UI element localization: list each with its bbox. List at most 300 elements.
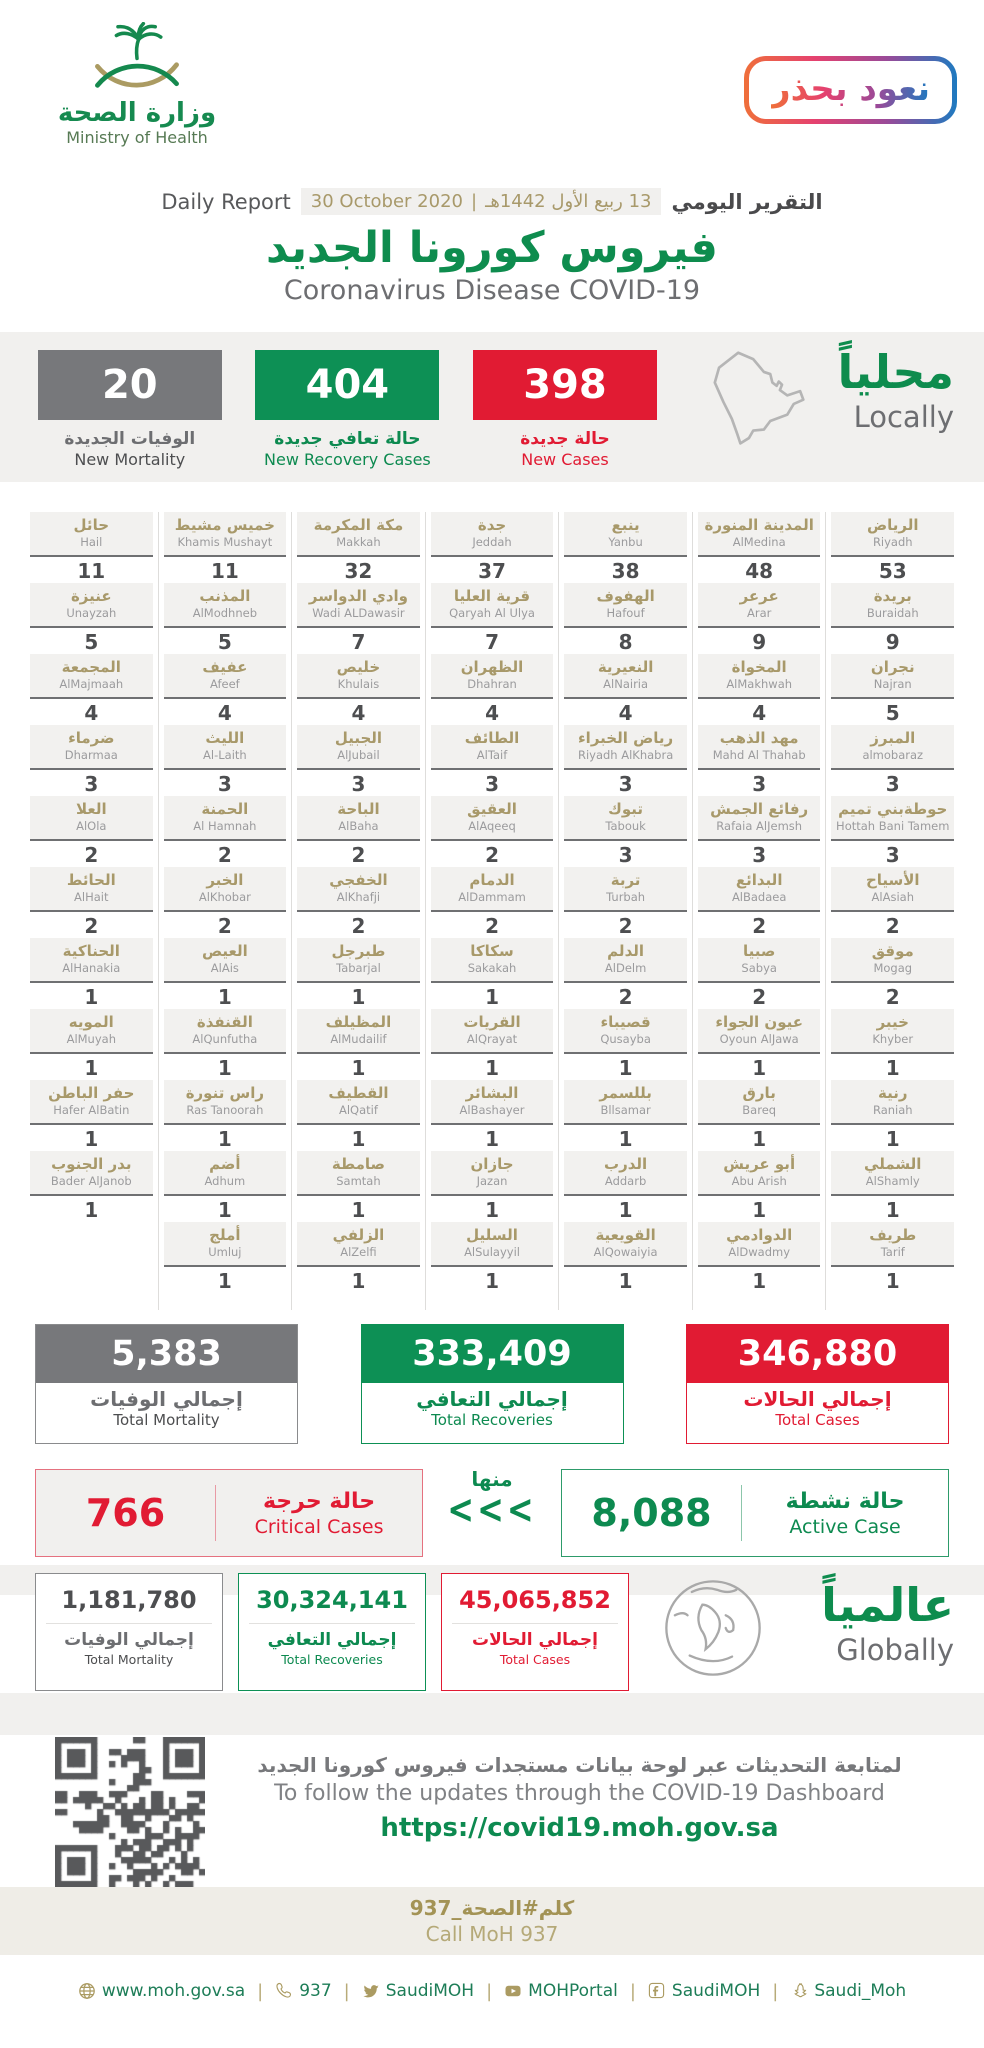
- critical-label-ar: حالة حرجة: [262, 1488, 376, 1514]
- region-column-1: [25, 512, 158, 1310]
- phone-link[interactable]: [275, 1981, 331, 2001]
- city-header: [564, 867, 687, 912]
- city-new-cases: 1: [351, 1127, 366, 1151]
- city-name-en: Bareq: [742, 1103, 777, 1117]
- report-date: [301, 188, 662, 215]
- locally-label: [838, 332, 954, 434]
- city-name-ar: نجران: [870, 658, 915, 676]
- city-name-ar: أبو عريش: [723, 1155, 796, 1173]
- city-name-ar: قرية العليا: [453, 587, 531, 605]
- globally-label: [783, 1573, 954, 1667]
- city-header: [564, 583, 687, 628]
- global-cases-box: [441, 1573, 629, 1691]
- city-name-en: Wadi ALDawasir: [312, 606, 405, 620]
- city-name-ar: حفر الباطن: [48, 1084, 135, 1102]
- city-name-en: Turbah: [606, 890, 646, 904]
- city-new-cases: 2: [485, 914, 499, 938]
- region-column-3: [291, 512, 425, 1310]
- city-name-en: Oyoun AlJawa: [719, 1032, 799, 1046]
- city-name-ar: المويه: [68, 1013, 114, 1031]
- city-header: [30, 1151, 153, 1196]
- city-name-en: AlTaif: [476, 748, 508, 762]
- city-new-cases: 2: [885, 914, 900, 938]
- city-new-cases: 1: [351, 1198, 366, 1222]
- city-new-cases: 3: [485, 772, 499, 796]
- city-name-en: Ras Tanoorah: [186, 1103, 264, 1117]
- city-name-en: AlSulayyil: [464, 1245, 520, 1259]
- city-cell: [164, 796, 287, 866]
- new-mortality-value: 20: [38, 350, 222, 420]
- city-name-ar: المجمعة: [61, 658, 121, 676]
- city-name-ar: مكة المكرمة: [313, 516, 404, 534]
- city-new-cases: 53: [878, 559, 907, 583]
- new-mortality-label-ar: الوفيات الجديدة: [64, 429, 196, 449]
- dashboard-text: [205, 1737, 954, 1887]
- city-name-en: AlKhobar: [198, 890, 251, 904]
- of-which-indicator: [423, 1467, 561, 1533]
- city-name-en: Rafaia AlJemsh: [716, 819, 803, 833]
- of-which-label-ar: منها: [471, 1467, 513, 1491]
- city-header: [698, 725, 821, 770]
- city-cell: [831, 1080, 954, 1150]
- city-cell: [30, 1009, 153, 1079]
- city-cell: [698, 583, 821, 653]
- city-name-en: Najran: [873, 677, 912, 691]
- city-name-ar: الباحة: [337, 800, 380, 818]
- new-recoveries-label-ar: حالة تعافي جديدة: [274, 429, 421, 449]
- city-name-ar: أملج: [209, 1226, 241, 1244]
- city-name-en: AlQowaiyia: [593, 1245, 658, 1259]
- city-cell: [564, 512, 687, 582]
- city-cell: [164, 583, 287, 653]
- city-header: [30, 938, 153, 983]
- page-title-en: Coronavirus Disease COVID-19: [283, 275, 701, 306]
- city-name-ar: القنفذة: [196, 1013, 253, 1031]
- city-header: [431, 512, 554, 557]
- city-new-cases: 3: [217, 772, 232, 796]
- youtube-icon: [504, 1982, 522, 2000]
- city-new-cases: 4: [217, 701, 232, 725]
- city-name-en: Raniah: [872, 1103, 913, 1117]
- city-cell: [30, 867, 153, 937]
- new-cases-label-en: New Cases: [521, 450, 609, 469]
- city-header: [30, 512, 153, 557]
- separator: |: [257, 1981, 264, 2002]
- chevrons-left-icon: <<<: [447, 1485, 537, 1533]
- city-name-ar: وادي الدواسر: [308, 587, 408, 605]
- city-new-cases: 1: [84, 1127, 99, 1151]
- city-cell: [30, 512, 153, 582]
- city-name-en: Hafouf: [606, 606, 645, 620]
- city-cell: [564, 654, 687, 724]
- critical-cases-value: 766: [85, 1491, 166, 1535]
- city-new-cases: 1: [485, 985, 499, 1009]
- date-row: [0, 188, 984, 215]
- city-name-ar: خميس مشيط: [174, 516, 275, 534]
- city-new-cases: 48: [745, 559, 774, 583]
- city-new-cases: 3: [752, 772, 767, 796]
- city-name-en: AlQunfutha: [192, 1032, 258, 1046]
- city-new-cases: 2: [618, 914, 633, 938]
- city-new-cases: 4: [618, 701, 633, 725]
- city-name-en: Khamis Mushayt: [177, 535, 273, 549]
- city-cell: [30, 1080, 153, 1150]
- city-new-cases: 3: [885, 843, 900, 867]
- city-name-en: Unayzah: [66, 606, 117, 620]
- saudi-map-icon: [702, 346, 832, 464]
- city-cell: [297, 512, 420, 582]
- city-name-ar: أضم: [209, 1155, 241, 1173]
- city-name-en: Dhahran: [467, 677, 517, 691]
- city-new-cases: 3: [351, 772, 366, 796]
- city-new-cases: 1: [885, 1198, 900, 1222]
- city-new-cases: 1: [217, 985, 232, 1009]
- city-name-ar: رنية: [878, 1084, 908, 1102]
- city-cell: [831, 938, 954, 1008]
- city-name-en: Abu Arish: [731, 1174, 787, 1188]
- globe-icon: [660, 1573, 768, 1681]
- region-column-7: [825, 512, 959, 1310]
- city-new-cases: 1: [752, 1269, 767, 1293]
- city-new-cases: 3: [84, 772, 99, 796]
- city-name-ar: خليص: [336, 658, 381, 676]
- city-header: [297, 654, 420, 699]
- city-header: [30, 796, 153, 841]
- city-new-cases: 1: [217, 1198, 232, 1222]
- city-cell: [164, 1151, 287, 1221]
- social-links-row: [0, 1955, 984, 2047]
- phone-icon: [275, 1982, 293, 2000]
- city-new-cases: 5: [885, 701, 900, 725]
- city-new-cases: 37: [478, 559, 506, 583]
- facebook-icon: [648, 1982, 666, 2000]
- global-recoveries-label-ar: إجمالي التعافي: [267, 1630, 397, 1650]
- city-header: [831, 938, 954, 983]
- page-title-ar: فيروس كورونا الجديد: [266, 223, 718, 273]
- city-new-cases: 1: [351, 985, 366, 1009]
- city-header: [698, 512, 821, 557]
- city-name-en: AlBashayer: [459, 1103, 525, 1117]
- city-cell: [431, 1151, 554, 1221]
- city-name-en: Makkah: [336, 535, 381, 549]
- dashboard-text-en: To follow the updates through the COVID-19 Dashboard: [274, 1781, 885, 1806]
- city-header: [564, 512, 687, 557]
- city-header: [164, 583, 287, 628]
- global-mortality-value: 1,181,780: [46, 1578, 212, 1624]
- header: [0, 0, 984, 332]
- city-header: [831, 725, 954, 770]
- city-new-cases: 1: [618, 1269, 633, 1293]
- city-new-cases: 32: [344, 559, 373, 583]
- city-header: [164, 1222, 287, 1267]
- city-cell: [30, 725, 153, 795]
- city-name-ar: طريف: [869, 1226, 917, 1244]
- city-name-en: Khyber: [872, 1032, 914, 1046]
- total-cases-label-ar: إجمالي الحالات: [743, 1387, 892, 1411]
- city-name-ar: صبيا: [742, 942, 776, 960]
- new-cases-label-ar: حالة جديدة: [520, 429, 610, 449]
- city-new-cases: 38: [611, 559, 640, 583]
- active-labels: [742, 1488, 948, 1539]
- city-header: [164, 1009, 287, 1054]
- city-name-ar: عرعر: [739, 587, 779, 605]
- city-name-en: AlAsiah: [871, 890, 914, 904]
- separator: |: [343, 1981, 350, 2002]
- city-name-en: Hottah Bani Tamem: [836, 819, 950, 833]
- city-cell: [431, 654, 554, 724]
- city-cell: [164, 867, 287, 937]
- dashboard-url[interactable]: https://covid19.moh.gov.sa: [380, 1813, 779, 1843]
- city-new-cases: 1: [217, 1269, 232, 1293]
- city-header: [30, 654, 153, 699]
- city-name-en: Tabouk: [605, 819, 646, 833]
- city-name-ar: الخبر: [206, 871, 244, 889]
- city-cell: [164, 654, 287, 724]
- city-name-ar: بللسمر: [599, 1084, 652, 1102]
- city-header: [164, 654, 287, 699]
- city-name-en: Dharmaa: [64, 748, 118, 762]
- global-mortality-box: [35, 1573, 223, 1691]
- moh-logo: [32, 22, 242, 148]
- city-name-en: AlDwadmy: [728, 1245, 791, 1259]
- city-cell: [698, 1222, 821, 1292]
- city-name-ar: ضرماء: [68, 729, 115, 747]
- snapchat-link[interactable]: [790, 1981, 906, 2001]
- city-name-en: AlBaha: [338, 819, 379, 833]
- new-cases-stat: [470, 332, 660, 470]
- city-name-en: Samtah: [336, 1174, 381, 1188]
- city-name-en: Sabya: [741, 961, 777, 975]
- city-cell: [30, 938, 153, 1008]
- city-cell: [831, 725, 954, 795]
- date-hijri: 13 ربيع الأول 1442هـ: [485, 191, 652, 212]
- city-cell: [564, 796, 687, 866]
- city-new-cases: 2: [752, 914, 767, 938]
- critical-labels: [216, 1488, 422, 1539]
- website-link[interactable]: [78, 1981, 245, 2001]
- city-name-ar: راس تنورة: [185, 1084, 265, 1102]
- city-name-ar: الهفوف: [596, 587, 655, 605]
- global-recoveries-label-en: Total Recoveries: [281, 1652, 383, 1667]
- city-new-cases: 2: [84, 914, 99, 938]
- city-header: [698, 654, 821, 699]
- city-header: [164, 796, 287, 841]
- city-header: [164, 867, 287, 912]
- new-recoveries-stat: [253, 332, 443, 470]
- city-new-cases: 2: [217, 843, 232, 867]
- snapchat-label: Saudi_Moh: [814, 1981, 907, 2001]
- city-cell: [30, 583, 153, 653]
- city-name-en: AlZelfi: [340, 1245, 377, 1259]
- city-header: [564, 1009, 687, 1054]
- city-name-ar: موقق: [871, 942, 914, 960]
- city-name-en: Buraidah: [866, 606, 919, 620]
- city-name-en: AlKhafji: [336, 890, 381, 904]
- city-name-ar: الدرب: [604, 1155, 648, 1173]
- date-gregorian: 30 October 2020: [310, 191, 463, 212]
- global-mortality-label-en: Total Mortality: [84, 1652, 174, 1667]
- city-header: [164, 1151, 287, 1196]
- city-header: [30, 583, 153, 628]
- locally-label-ar: محلياً: [837, 345, 954, 399]
- city-cell: [164, 512, 287, 582]
- city-name-en: AlMedina: [732, 535, 786, 549]
- city-name-ar: النعيرية: [597, 658, 654, 676]
- city-name-en: AlQatif: [338, 1103, 378, 1117]
- website-label: www.moh.gov.sa: [101, 1981, 246, 2001]
- city-name-en: AlMudailif: [330, 1032, 387, 1046]
- total-mortality-label-en: Total Mortality: [113, 1411, 220, 1429]
- city-cell: [564, 583, 687, 653]
- city-new-cases: 1: [618, 1056, 633, 1080]
- city-name-en: Mogag: [873, 961, 913, 975]
- city-name-ar: طبرجل: [331, 942, 386, 960]
- daily-report-label-en: Daily Report: [161, 189, 291, 214]
- city-name-ar: صامطة: [331, 1155, 385, 1173]
- city-header: [297, 725, 420, 770]
- city-name-ar: المذنب: [199, 587, 251, 605]
- city-cell: [297, 583, 420, 653]
- total-cases-label-en: Total Cases: [775, 1411, 860, 1429]
- qr-code[interactable]: [55, 1737, 205, 1887]
- city-cell: [164, 1222, 287, 1292]
- city-name-ar: الليث: [205, 729, 245, 747]
- city-name-en: AlNairia: [603, 677, 649, 691]
- city-header: [564, 1222, 687, 1267]
- city-cell: [431, 725, 554, 795]
- city-name-ar: تربة: [610, 871, 641, 889]
- city-cell: [30, 796, 153, 866]
- city-new-cases: 1: [217, 1127, 232, 1151]
- city-name-en: almobaraz: [862, 748, 924, 762]
- city-new-cases: 2: [84, 843, 99, 867]
- city-new-cases: 1: [485, 1056, 499, 1080]
- city-header: [698, 867, 821, 912]
- city-header: [831, 1222, 954, 1267]
- city-header: [164, 1080, 287, 1125]
- city-cell: [564, 867, 687, 937]
- city-cell: [164, 1009, 287, 1079]
- city-new-cases: 3: [885, 772, 900, 796]
- city-name-ar: الأسياح: [865, 871, 920, 889]
- total-cases-value: 346,880: [687, 1325, 948, 1383]
- city-name-ar: جازان: [470, 1155, 514, 1173]
- city-name-ar: الرياض: [866, 516, 919, 534]
- header-titles: [0, 188, 984, 306]
- new-recoveries-label-en: New Recovery Cases: [264, 450, 431, 469]
- city-name-ar: رياض الخبراء: [578, 729, 674, 747]
- city-name-en: AlDammam: [458, 890, 526, 904]
- city-name-en: Khulais: [337, 677, 380, 691]
- city-new-cases: 1: [885, 1127, 900, 1151]
- facebook-link[interactable]: [648, 1981, 760, 2001]
- dashboard-section: [0, 1735, 984, 1887]
- city-new-cases: 1: [84, 985, 99, 1009]
- twitter-link[interactable]: [362, 1981, 474, 2001]
- city-cell: [30, 1151, 153, 1221]
- city-header: [297, 938, 420, 983]
- city-header: [698, 938, 821, 983]
- city-name-ar: الزلفي: [332, 1226, 385, 1244]
- city-name-en: Afeef: [210, 677, 240, 691]
- city-cell: [297, 1080, 420, 1150]
- city-name-ar: عنيزة: [70, 587, 112, 605]
- city-name-en: AlBadaea: [731, 890, 787, 904]
- city-header: [831, 583, 954, 628]
- city-header: [164, 938, 287, 983]
- regions-table: [0, 482, 984, 1310]
- city-cell: [297, 1151, 420, 1221]
- city-new-cases: 1: [885, 1269, 900, 1293]
- total-recoveries-box: [361, 1324, 624, 1444]
- city-header: [431, 583, 554, 628]
- city-header: [698, 1009, 821, 1054]
- city-cell: [297, 1222, 420, 1292]
- phone-label: 937: [299, 1981, 332, 2001]
- city-cell: [297, 867, 420, 937]
- total-mortality-value: 5,383: [36, 1325, 297, 1383]
- city-cell: [564, 1080, 687, 1150]
- city-name-en: AlHait: [74, 890, 109, 904]
- city-name-ar: تبوك: [608, 800, 644, 818]
- locally-section: [0, 332, 984, 482]
- city-name-en: Al-Laith: [203, 748, 247, 762]
- city-name-ar: بدر الجنوب: [51, 1155, 132, 1173]
- city-name-ar: سكاكا: [470, 942, 514, 960]
- city-name-ar: الحائط: [66, 871, 116, 889]
- city-new-cases: 7: [351, 630, 366, 654]
- total-recoveries-value: 333,409: [362, 1325, 623, 1383]
- city-header: [564, 796, 687, 841]
- youtube-link[interactable]: [504, 1981, 618, 2001]
- city-header: [297, 796, 420, 841]
- city-new-cases: 11: [210, 559, 239, 583]
- city-new-cases: 2: [752, 985, 767, 1009]
- city-header: [30, 1009, 153, 1054]
- city-name-en: AlHanakia: [62, 961, 121, 975]
- city-name-ar: الشملي: [864, 1155, 922, 1173]
- city-name-ar: العيص: [201, 942, 248, 960]
- city-cell: [564, 938, 687, 1008]
- badge-inner: [749, 61, 952, 119]
- city-cell: [164, 725, 287, 795]
- city-name-ar: الخفجي: [329, 871, 388, 889]
- city-name-ar: حوطةبني تميم: [838, 800, 948, 818]
- city-header: [564, 654, 687, 699]
- city-new-cases: 1: [485, 1269, 499, 1293]
- critical-active-section: [0, 1465, 984, 1565]
- city-cell: [698, 654, 821, 724]
- city-header: [831, 654, 954, 699]
- city-cell: [831, 654, 954, 724]
- city-header: [831, 1151, 954, 1196]
- city-header: [431, 725, 554, 770]
- city-new-cases: 1: [752, 1198, 767, 1222]
- totals-section: [0, 1310, 984, 1465]
- city-name-en: Qaryah Al Ulya: [449, 606, 535, 620]
- city-header: [297, 583, 420, 628]
- city-new-cases: 9: [752, 630, 767, 654]
- city-header: [564, 1151, 687, 1196]
- dashboard-text-ar: لمتابعة التحديثات عبر لوحة بيانات مستجدات فيروس كورونا الجديد: [257, 1753, 902, 1777]
- city-header: [297, 867, 420, 912]
- active-cases-box: [561, 1469, 949, 1557]
- city-header: [431, 654, 554, 699]
- city-name-en: Tarif: [880, 1245, 905, 1259]
- city-name-en: Riyadh AlKhabra: [577, 748, 674, 762]
- city-header: [431, 1080, 554, 1125]
- city-new-cases: 1: [351, 1269, 366, 1293]
